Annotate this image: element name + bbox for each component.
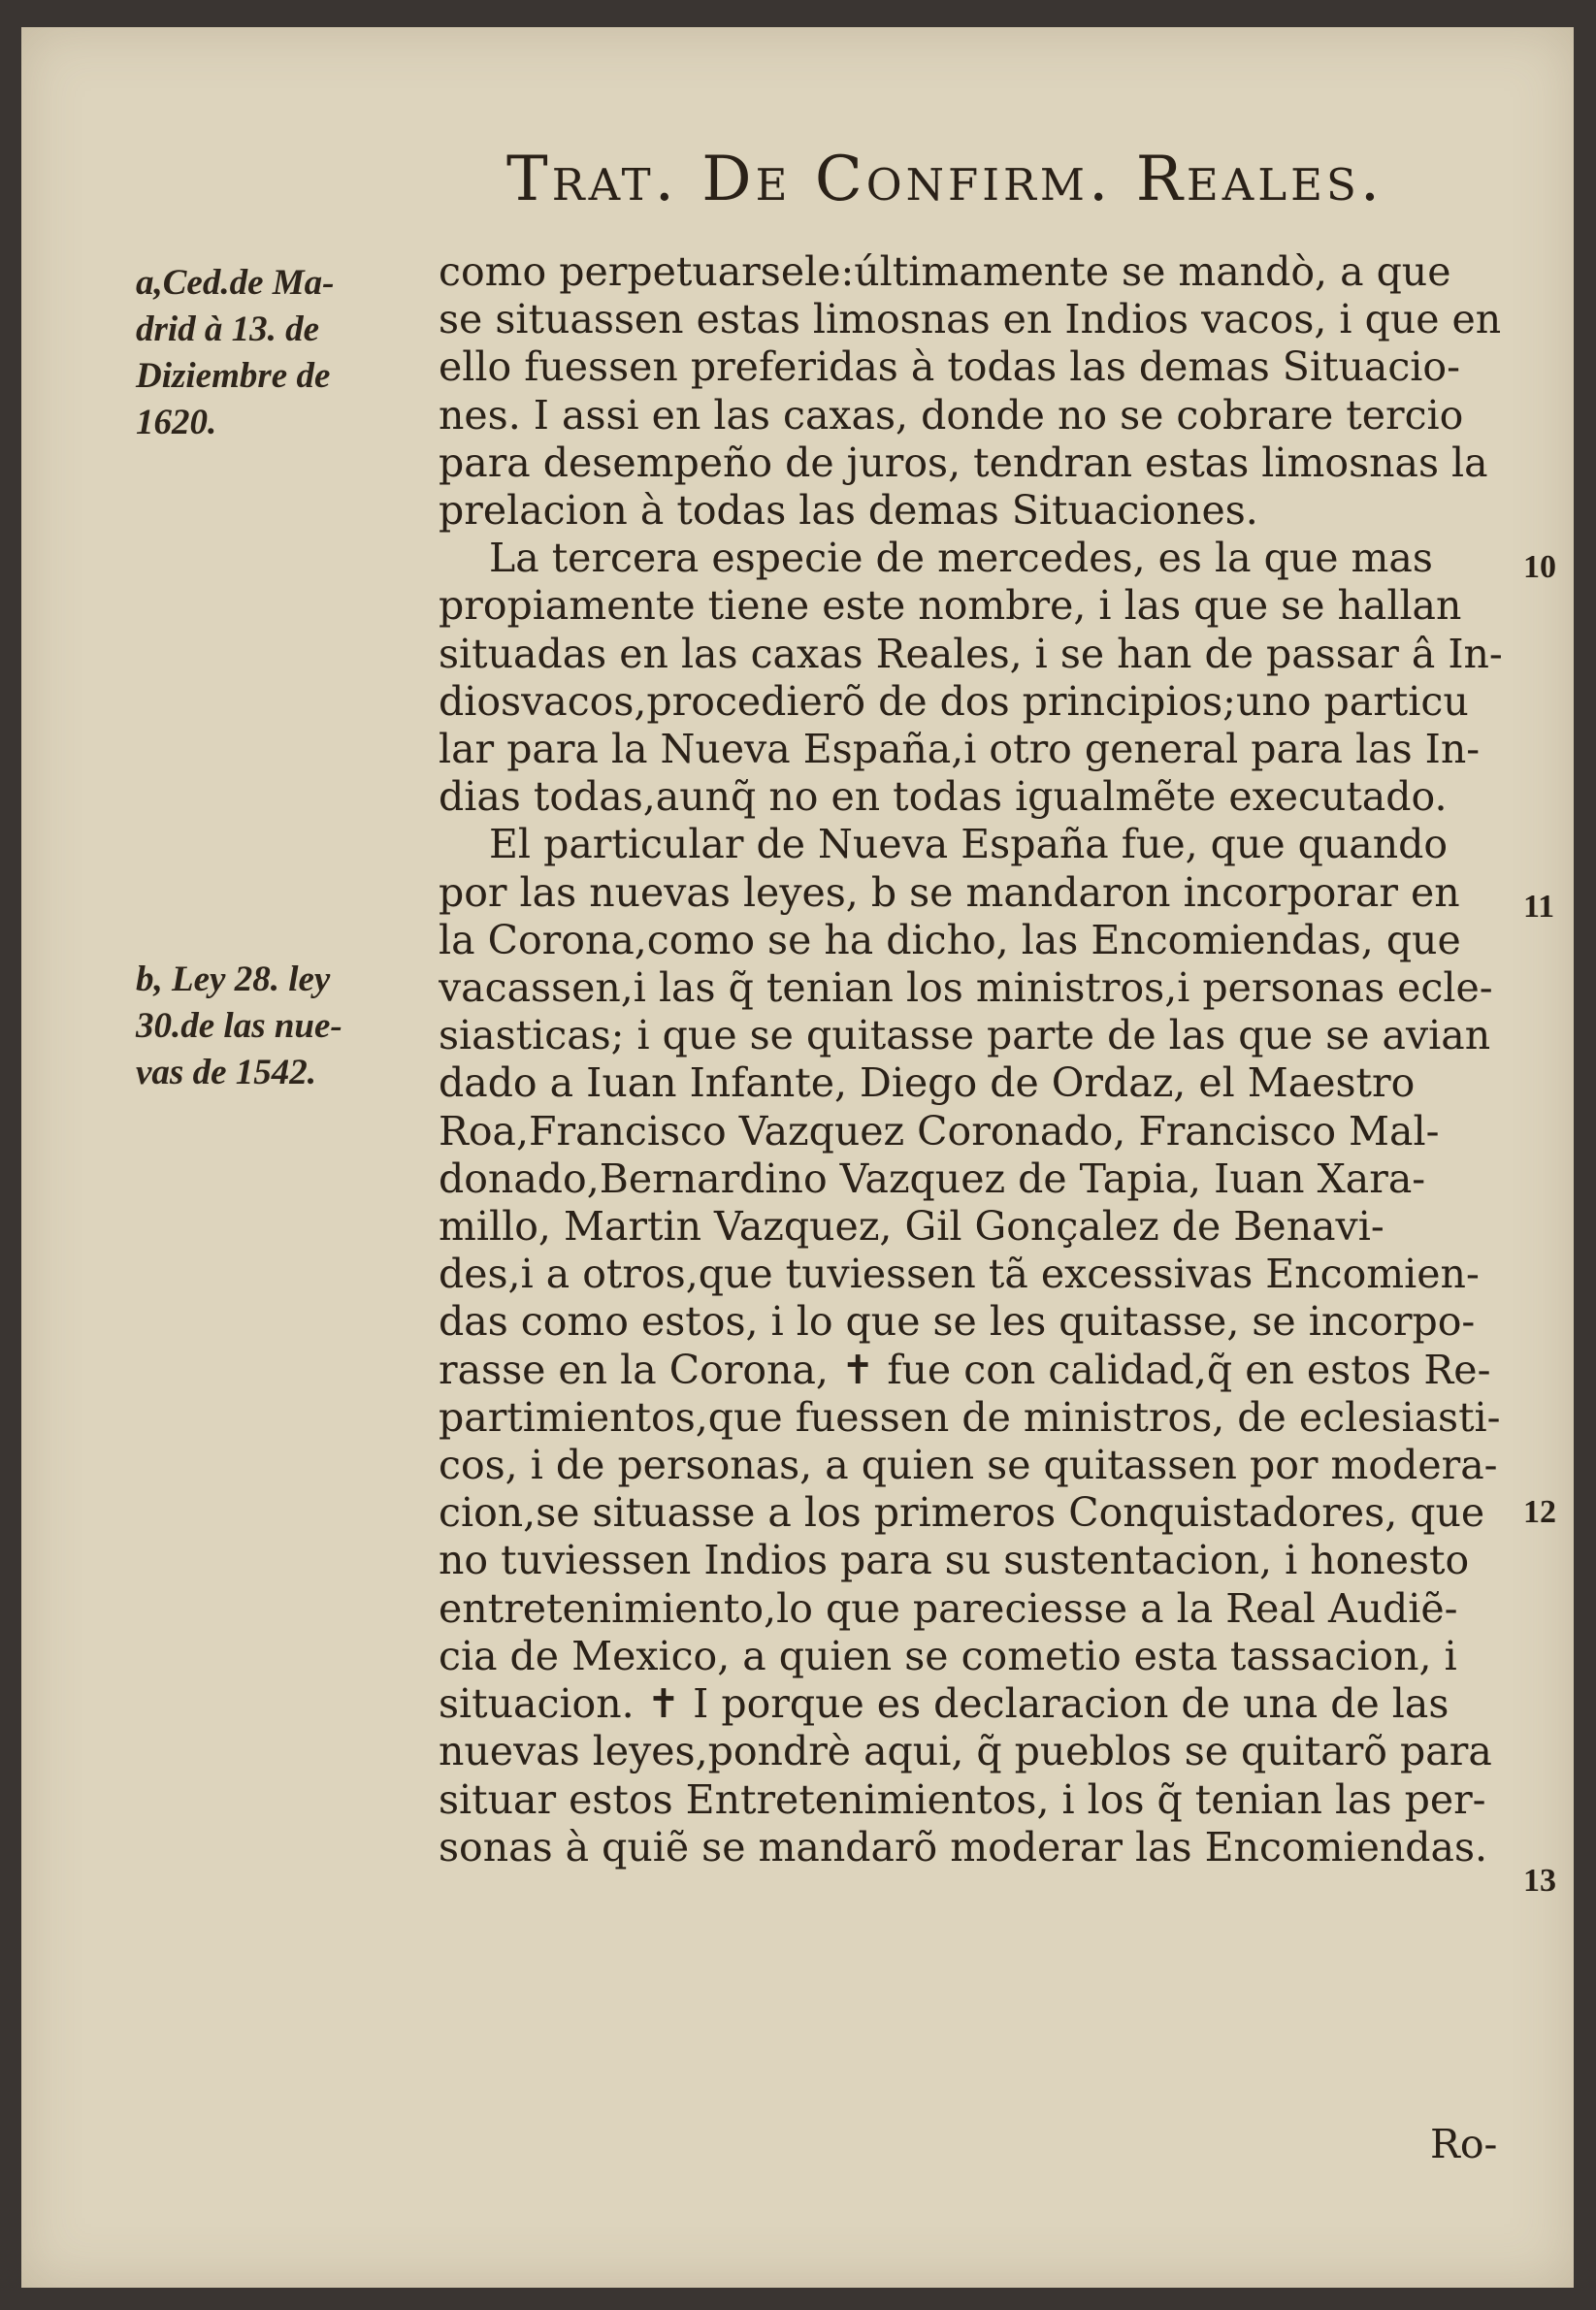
marginal-note-line: Diziembre de <box>136 356 331 396</box>
text-line: nes. I assi en las caxas, donde no se cobrare tercio <box>439 391 1464 439</box>
main-text-column <box>439 248 1520 1871</box>
text-line: ello fuessen preferidas à todas las demas Situacio- <box>439 343 1460 391</box>
text-line: nuevas leyes,pondrè aqui, q̃ pueblos se quitarõ para <box>439 1728 1492 1775</box>
text-line: El particular de Nueva España fue, que quando <box>489 821 1449 868</box>
text-line: sonas à quiẽ se mandarõ moderar las Encomiendas. <box>439 1823 1488 1871</box>
text-line: dado a Iuan Infante, Diego de Ordaz, el Maestro <box>439 1059 1416 1107</box>
text-line: situar estos Entretenimientos, i los q̃ tenian las per- <box>439 1775 1486 1823</box>
catchword: Ro- <box>1430 2121 1498 2167</box>
text-line: millo, Martin Vazquez, Gil Gonçalez de Benavi- <box>439 1203 1384 1251</box>
marginal-note-b <box>136 957 342 1096</box>
book-page <box>21 27 1574 2288</box>
text-line: partimientos,que fuessen de ministros, de eclesiasti- <box>439 1393 1501 1441</box>
text-line: prelacion à todas las demas Situaciones. <box>439 487 1258 535</box>
text-line: situadas en las caxas Reales, i se han de passar â In- <box>439 630 1503 677</box>
text-line: donado,Bernardino Vazquez de Tapia, Iuan Xara- <box>439 1155 1426 1202</box>
text-line: vacassen,i las q̃ tenian los ministros,i personas ecle- <box>439 964 1493 1012</box>
text-line: das como estos, i lo que se les quitasse, se incorpo- <box>439 1298 1476 1346</box>
text-line: diosvacos,procedierõ de dos principios;uno particu <box>439 677 1469 725</box>
marginal-note-a <box>136 260 335 446</box>
text-line: La tercera especie de mercedes, es la que mas <box>489 535 1433 582</box>
paragraph-number: 13 <box>1523 1863 1556 1899</box>
text-line: como perpetuarsele:últimamente se mandò, a que <box>439 248 1451 295</box>
marginal-note-line: drid à 13. de <box>136 309 320 349</box>
text-line: situacion. ✝ I porque es declaracion de una de las <box>439 1680 1449 1728</box>
text-line: no tuviessen Indios para su sustentacion, i honesto <box>439 1537 1470 1584</box>
marginal-note-line: vas de 1542. <box>136 1053 316 1092</box>
marginal-note-line: 1620. <box>136 403 217 442</box>
text-line: para desempeño de juros, tendran estas limosnas la <box>439 439 1488 486</box>
marginal-note-line: b, Ley 28. ley <box>136 960 331 999</box>
marginal-note-line: 30.de las nue- <box>136 1006 342 1046</box>
text-line: rasse en la Corona, ✝ fue con calidad,q̃ en estos Re- <box>439 1346 1491 1393</box>
marginal-note-line: a,Ced.de Ma- <box>136 263 335 303</box>
text-line: propiamente tiene este nombre, i las que se hallan <box>439 582 1462 630</box>
text-line: Roa,Francisco Vazquez Coronado, Francisco Mal- <box>439 1107 1440 1155</box>
text-line: la Corona,como se ha dicho, las Encomiendas, que <box>439 916 1461 963</box>
running-header: Trat. De Confirm. Reales. <box>506 144 1384 215</box>
text-line: lar para la Nueva España,i otro general para las In- <box>439 726 1481 773</box>
text-line: cos, i de personas, a quien se quitassen por modera- <box>439 1442 1498 1489</box>
paragraph-number: 10 <box>1523 549 1556 585</box>
text-line: entretenimiento,lo que pareciesse a la Real Audiẽ- <box>439 1584 1458 1632</box>
text-line: se situassen estas limosnas en Indios vacos, i que en <box>439 296 1502 343</box>
text-line: des,i a otros,que tuviessen tã excessivas Encomien- <box>439 1251 1480 1298</box>
text-line: cion,se situasse a los primeros Conquistadores, que <box>439 1489 1485 1537</box>
paragraph-number: 11 <box>1523 889 1555 925</box>
paragraph-number: 12 <box>1523 1494 1556 1530</box>
text-line: cia de Mexico, a quien se cometio esta tassacion, i <box>439 1632 1457 1679</box>
text-line: siasticas; i que se quitasse parte de las que se avian <box>439 1012 1491 1059</box>
text-line: por las nuevas leyes, b se mandaron incorporar en <box>439 868 1460 916</box>
text-line: dias todas,aunq̃ no en todas igualmẽte executado. <box>439 773 1448 821</box>
